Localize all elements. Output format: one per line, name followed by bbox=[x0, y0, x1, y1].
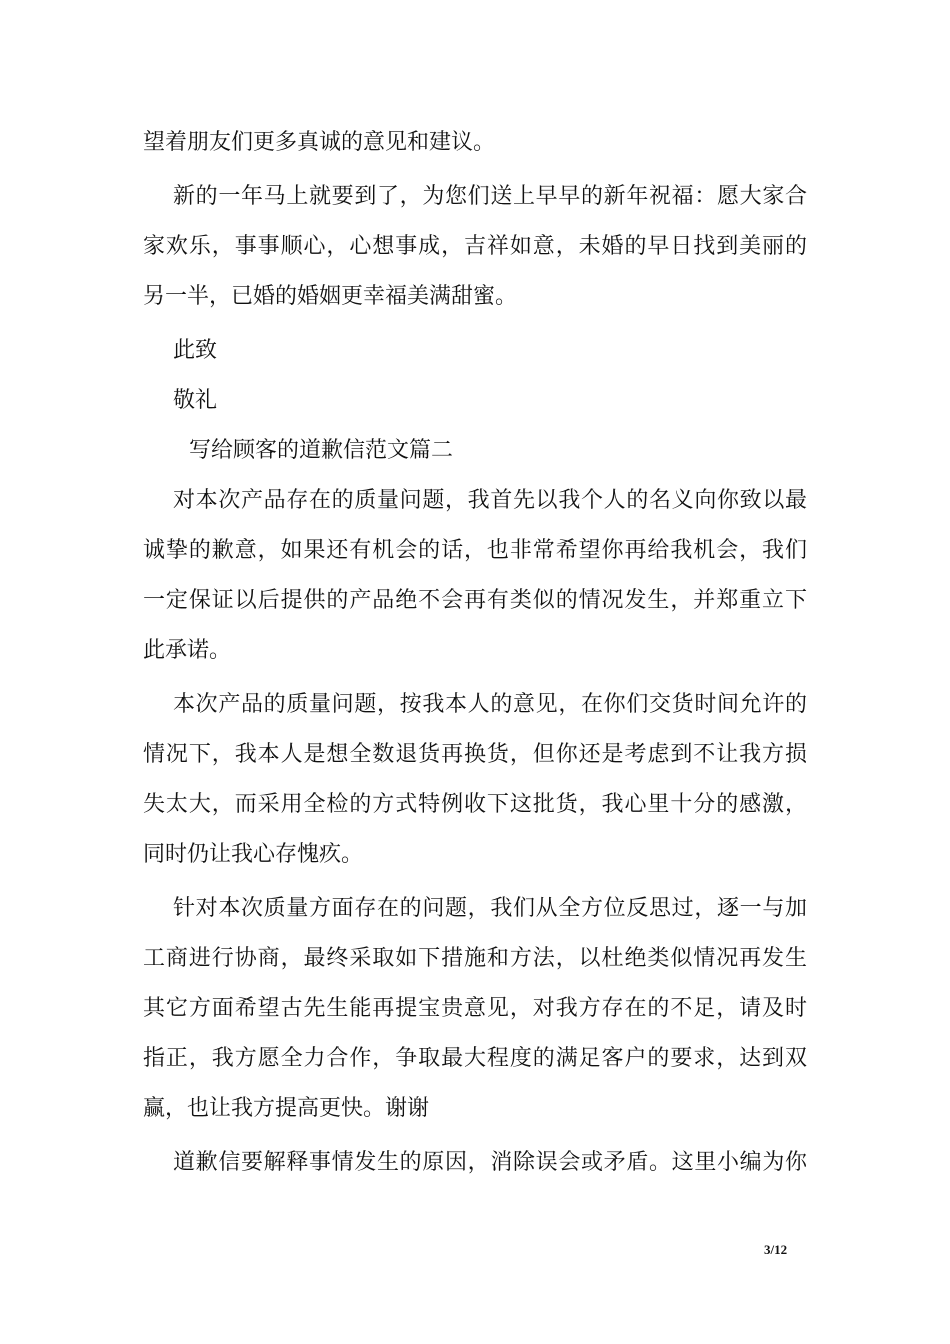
text-line: 工商进行协商，最终采取如下措施和方法，以杜绝类似情况再发生 bbox=[143, 946, 807, 971]
paragraph-explanation bbox=[143, 1138, 807, 1188]
text-line: 新的一年马上就要到了，为您们送上早早的新年祝福：愿大家合 bbox=[173, 184, 807, 209]
text-line: 本次产品的质量问题，按我本人的意见，在你们交货时间允许的 bbox=[173, 692, 807, 717]
text-line: 同时仍让我心存愧疚。 bbox=[143, 842, 364, 867]
text-line: 家欢乐，事事顺心，心想事成，吉祥如意，未婚的早日找到美丽的 bbox=[143, 234, 807, 259]
paragraph-quality-issue bbox=[143, 680, 807, 880]
closing-regards: 敬礼 bbox=[173, 388, 218, 413]
text-line: 诚挚的歉意，如果还有机会的话，也非常希望你再给我机会，我们 bbox=[143, 538, 807, 563]
text-line: 道歉信要解释事情发生的原因，消除误会或矛盾。这里小编为你 bbox=[173, 1150, 807, 1175]
text-line: 赢，也让我方提高更快。谢谢 bbox=[143, 1096, 430, 1121]
section-heading: 写给顾客的道歉信范文篇二 bbox=[189, 438, 454, 463]
text-line: 其它方面希望古先生能再提宝贵意见，对我方存在的不足，请及时 bbox=[143, 996, 807, 1021]
paragraph-apology bbox=[143, 476, 807, 676]
closing-salutation: 此致 bbox=[173, 338, 218, 363]
text-line: 情况下，我本人是想全数退货再换货，但你还是考虑到不让我方损 bbox=[143, 742, 807, 767]
text-line: 一定保证以后提供的产品绝不会再有类似的情况发生，并郑重立下 bbox=[143, 588, 807, 613]
text-line: 针对本次质量方面存在的问题，我们从全方位反思过，逐一与加 bbox=[173, 896, 807, 921]
text-line: 另一半，已婚的婚姻更幸福美满甜蜜。 bbox=[143, 284, 518, 309]
text-line: 望着朋友们更多真诚的意见和建议。 bbox=[143, 130, 496, 155]
text-line: 此承诺。 bbox=[143, 638, 232, 663]
text-line: 指正，我方愿全力合作，争取最大程度的满足客户的要求，达到双 bbox=[143, 1046, 807, 1071]
document-body bbox=[143, 118, 807, 1188]
page-number: 3/12 bbox=[764, 1242, 788, 1257]
paragraph-new-year-wishes bbox=[143, 172, 807, 322]
text-line: 对本次产品存在的质量问题，我首先以我个人的名义向你致以最 bbox=[173, 488, 807, 513]
paragraph-continuation bbox=[143, 118, 807, 168]
paragraph-measures bbox=[143, 884, 807, 1134]
text-line: 失太大，而采用全检的方式特例收下这批货，我心里十分的感激， bbox=[143, 792, 807, 817]
